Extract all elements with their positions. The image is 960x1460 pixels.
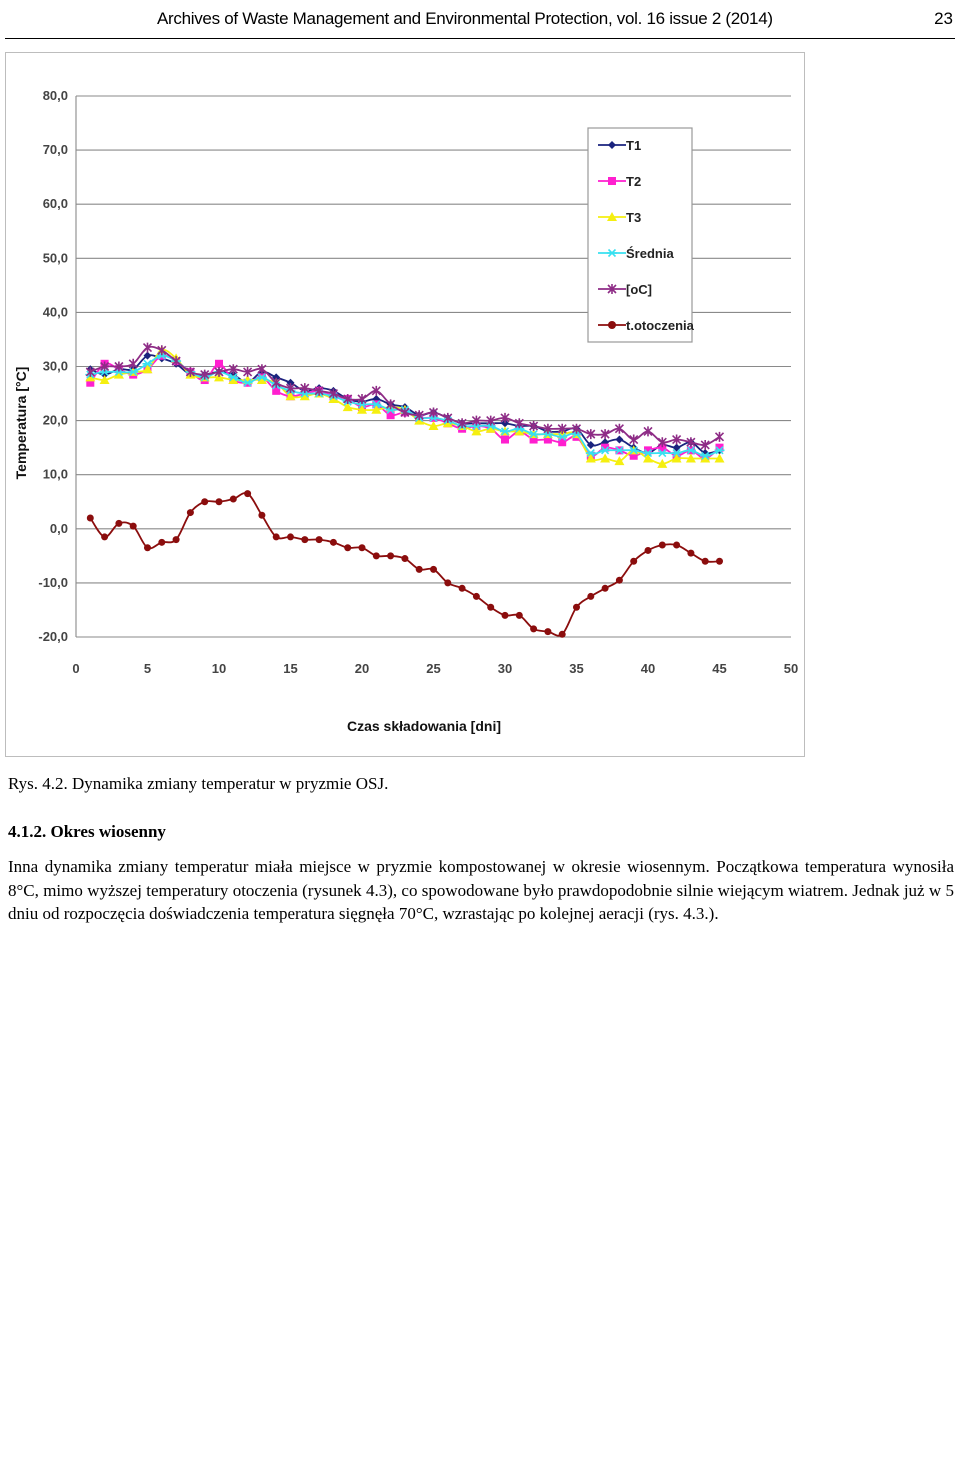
figure-frame (5, 52, 805, 757)
x-axis-ticks (72, 661, 798, 676)
data-point (258, 512, 265, 519)
data-point (416, 566, 423, 573)
x-tick-label: 5 (143, 661, 152, 676)
y-tick-label: 40,0 (42, 304, 68, 320)
header-rule (5, 38, 955, 39)
x-tick-label: 35 (569, 661, 584, 676)
data-point (115, 520, 122, 527)
section-heading: 4.1.2. Okres wiosenny (8, 822, 166, 841)
legend-label: [oC] (626, 282, 652, 297)
y-axis-label: Temperatura [°C] (13, 366, 29, 480)
legend-box (588, 128, 692, 342)
legend-label: T1 (626, 138, 642, 153)
data-point (201, 498, 208, 505)
x-axis-label: Czas składowania [dni] (346, 718, 502, 734)
data-point (330, 539, 337, 546)
data-point (687, 550, 694, 557)
data-point (101, 533, 108, 540)
data-point (659, 542, 666, 549)
legend-label: t.otoczenia (626, 318, 694, 333)
data-point (673, 542, 680, 549)
series-totoczenia (87, 490, 723, 638)
x-tick-label: 40 (640, 661, 656, 676)
y-tick-label: 20,0 (42, 412, 68, 428)
data-point (544, 628, 551, 635)
data-point (187, 509, 194, 516)
y-tick-label: 50,0 (42, 250, 68, 266)
data-point (430, 566, 437, 573)
data-point (608, 177, 616, 185)
data-point (230, 496, 237, 503)
data-point (615, 436, 623, 444)
data-point (716, 432, 724, 442)
figure-caption: Rys. 4.2. Dynamika zmiany temperatur w pryzmie OSJ. (8, 774, 389, 793)
data-point (702, 558, 709, 565)
legend-label: T2 (626, 174, 642, 189)
data-point (559, 631, 566, 638)
data-point (129, 359, 137, 369)
series-line (90, 493, 719, 636)
data-point (487, 604, 494, 611)
data-point (359, 544, 366, 551)
y-tick-label: 10,0 (42, 466, 68, 482)
data-point (602, 585, 609, 592)
x-tick-label: 25 (426, 661, 441, 676)
data-point (459, 585, 466, 592)
data-point (587, 593, 594, 600)
data-point (144, 544, 151, 551)
body-paragraph: Inna dynamika zmiany temperatur miała miejsce w pryzmie kompostowanej w okresie wiosennym. Początkowa temperatura wynosiła 8°C, mimo wyższej temperatury otoczenia (rysunek 4.3), co spowodowane było prawdopodobnie silnie wiejącym wiatrem. Jednak już w 5 dniu od rozpoczęcia doświadczenia temperatura sięgnęła 70°C, wzrastając po kolejnej aeracji (rys. 4.3.). (8, 857, 954, 923)
series-oc (86, 343, 723, 450)
page-number: 23 (934, 9, 953, 28)
data-point (87, 514, 94, 521)
data-point (158, 539, 165, 546)
series-line (90, 347, 719, 445)
y-tick-label: 70,0 (42, 142, 68, 158)
x-tick-label: 0 (72, 661, 80, 676)
data-point (215, 360, 223, 368)
data-point (608, 321, 616, 329)
data-point (573, 604, 580, 611)
data-point (501, 436, 509, 444)
page-header (0, 0, 960, 38)
data-point (473, 593, 480, 600)
x-tick-label: 15 (283, 661, 298, 676)
data-point (387, 552, 394, 559)
temperature-chart (6, 53, 806, 758)
data-point (301, 536, 308, 543)
data-point (244, 490, 251, 497)
data-point (216, 498, 223, 505)
data-point (344, 544, 351, 551)
series-t1 (86, 352, 723, 457)
data-point (373, 552, 380, 559)
data-point (645, 547, 652, 554)
data-point (643, 453, 653, 462)
data-point (630, 558, 637, 565)
chart-series (85, 343, 724, 638)
y-tick-label: 60,0 (42, 196, 68, 212)
data-point (130, 523, 137, 530)
y-tick-label: 80,0 (42, 88, 68, 103)
data-point (716, 558, 723, 565)
y-tick-label: 0,0 (49, 520, 68, 536)
legend-label: Średnia (626, 246, 674, 261)
chart-legend (588, 128, 695, 342)
y-tick-label: -10,0 (38, 574, 68, 590)
data-point (444, 579, 451, 586)
data-point (530, 625, 537, 632)
y-axis-ticks (38, 88, 68, 644)
data-point (502, 612, 509, 619)
data-point (516, 612, 523, 619)
data-point (316, 536, 323, 543)
x-tick-label: 20 (354, 661, 370, 676)
data-point (273, 533, 280, 540)
y-tick-label: -20,0 (38, 629, 68, 644)
data-point (287, 533, 294, 540)
y-tick-label: 30,0 (42, 358, 68, 374)
x-tick-label: 30 (497, 661, 513, 676)
x-tick-label: 50 (783, 661, 799, 676)
data-point (401, 555, 408, 562)
data-point (616, 577, 623, 584)
data-point (173, 536, 180, 543)
x-tick-label: 10 (211, 661, 227, 676)
x-tick-label: 45 (712, 661, 727, 676)
journal-title: Archives of Waste Management and Environmental Protection, vol. 16 issue 2 (2014) (157, 9, 773, 28)
legend-label: T3 (626, 210, 642, 225)
